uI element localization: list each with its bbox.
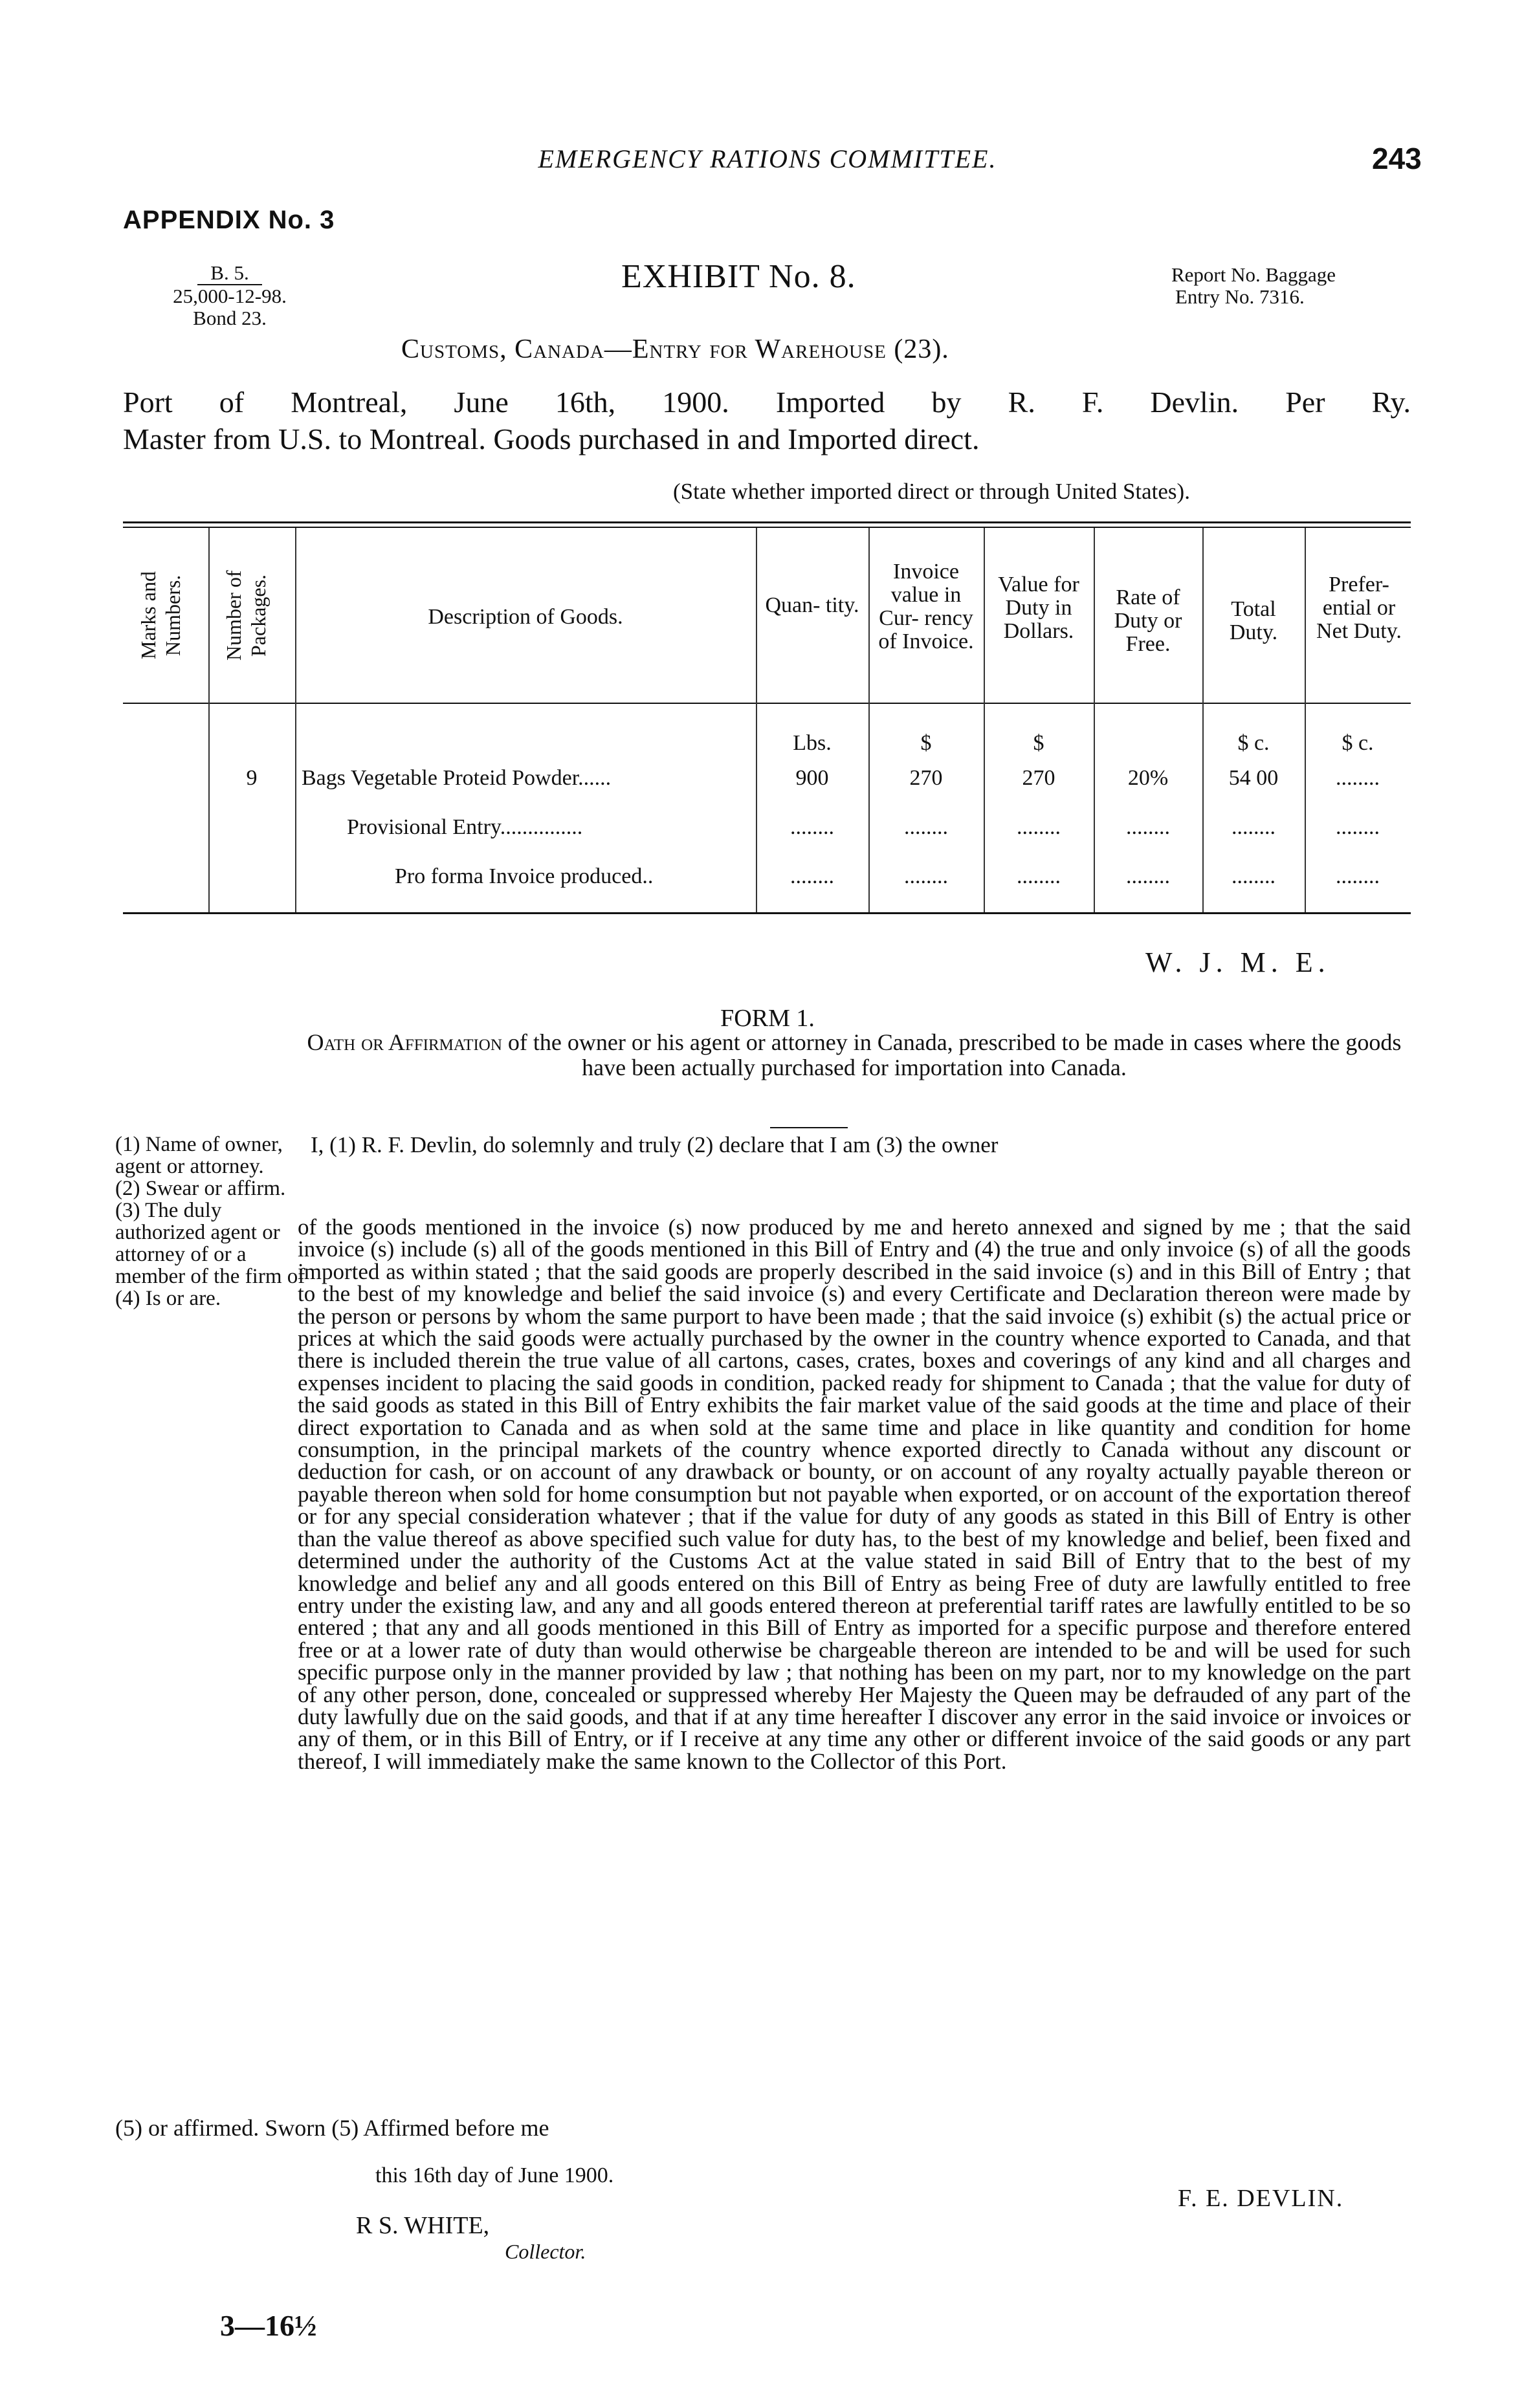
running-title: EMERGENCY RATIONS COMMITTEE. (538, 144, 997, 173)
row3-rate-dots: ........ (1126, 864, 1170, 888)
header-packages: Number of Packages. (222, 570, 270, 661)
header-total: Total Duty. (1229, 597, 1278, 644)
port-line-2: Master from U.S. to Montreal. Goods purchased in and Imported direct. (123, 422, 980, 455)
row1-quantity: 900 (795, 766, 829, 790)
collector-title: Collector. (505, 2240, 586, 2263)
goods-table (123, 521, 1411, 916)
row3-preferential-dots: ........ (1336, 864, 1380, 888)
unit-quantity: Lbs. (793, 731, 832, 755)
unit-preferential: $ c. (1342, 731, 1374, 755)
state-note: (State whether imported direct or through United States). (673, 479, 1190, 504)
report-line1: Report No. Baggage (1171, 263, 1336, 286)
header-value-duty: Value for Duty in Dollars. (998, 573, 1079, 643)
row3-value-dots: ........ (1017, 864, 1061, 888)
oath-heading-rest: of the owner or his agent or attorney in Canada, prescribed to be made in cases where the goods have been actually purchased for importation into Canada. (502, 1029, 1402, 1080)
margin-note: (1) Name of owner, agent or attorney. (115, 1133, 283, 1178)
table-top-rule (123, 521, 1411, 523)
row1-invoice-value: 270 (909, 766, 943, 790)
declaration-body: of the goods mentioned in the invoice (s) now produced by me and hereto annexed and signed by me ; that the said invoice (s) include (s) all of the goods mentioned in this Bill of Entry and (4) the true and only invoice (s) of all the goods imported as within stated ; that the said goods are properly described in the said invoice (s) and in this Bill of Entry ; that to the best of my knowledge and belief the said invoice (s) and every Certificate and Declaration thereon were made by the person or persons by whom the same purport to have been made ; that the said invoice (s) exhibit (s) the actual price or prices at which the said goods were actually purchased by the owner in the country whence exported to Canada, and that there is included therein the true value of all cartons, cases, crates, boxes and coverings of any kind and all charges and expenses incident to placing the said goods in condition, packed ready for shipment to Canada ; that the value for duty of the said goods as stated in this Bill of Entry exhibits the fair market value of the said goods at the time and place of their direct exportation to Canada and as when sold at the same time and place in like quantity and condition for home consumption, in the principal markets of the country whence exported directly to Canada without any discount or deduction for cash, or on account of any drawback or bounty, or on account of any royalty actually payable thereon or payable thereon when sold for home consumption but not payable when exported, or on account of the exportation thereof or for any special consideration whatever ; that if the value for duty of any goods as stated in this Bill of Entry is other than the value thereof as above specified such value for duty has, to the best of my knowledge and belief, been fixed and determined under the authority of the Customs Act at the value stated in said Bill of Entry that to the best of my knowledge and belief any and all goods entered on this Bill of Entry as being Free of duty are lawfully entitled to free entry under the existing law, and any and all goods entered thereon at preferential tariff rates are lawfully entitled to be so entered ; that any and all goods mentioned in this Bill of Entry as imported for a specific purpose and therefore entered free or at a lower rate of duty than would otherwise be chargeable thereon are intended to be and will be used for such specific purpose only in the manner provided by law ; that nothing has been on my part, nor to my knowledge on the part of any other person, done, concealed or suppressed whereby Her Majesty the Queen may be defrauded of any part of the duty lawfully due on the said goods, and that if at any time hereafter I discover any error in the said invoice or invoices or any of them, or in this Bill of Entry, or if I receive at any time any other or different invoice of the said goods or any part thereof, I will immediately make the same known to the Collector of this Port. (298, 1214, 1411, 1774)
row2-total-dots: ........ (1231, 815, 1275, 839)
header-quantity: Quan- tity. (765, 593, 859, 617)
declaration-opening: I, (1) R. F. Devlin, do solemnly and truly (2) declare that I am (3) the owner (311, 1132, 999, 1157)
report-reference (1171, 264, 1336, 308)
folio-number: 3—16½ (220, 2309, 317, 2342)
row2-invoice-dots: ........ (904, 815, 948, 839)
oath-heading (298, 1030, 1411, 1080)
row2-value-dots: ........ (1017, 815, 1061, 839)
row3-description: Pro forma Invoice produced.. (395, 864, 654, 888)
sworn-line: (5) or affirmed. Sworn (5) Affirmed before me (115, 2115, 549, 2141)
row2-description: Provisional Entry............... (347, 815, 583, 839)
header-rate: Rate of Duty or Free. (1114, 586, 1182, 656)
row2-preferential-dots: ........ (1336, 815, 1380, 839)
appendix-label: APPENDIX No. 3 (123, 206, 335, 234)
row1-rate: 20% (1127, 766, 1169, 790)
margin-note: (3) The duly authorized agent or attorney of or a member of the firm of (115, 1199, 305, 1288)
table-bottom-rule (123, 912, 1411, 914)
form-title: FORM 1. (720, 1005, 815, 1032)
row2-quantity-dots: ........ (790, 815, 834, 839)
divider-rule (770, 1127, 848, 1128)
initials: W. J. M. E. (1145, 947, 1331, 978)
form-ref-line2: 25,000-12-98. (173, 285, 287, 307)
form-reference (123, 262, 337, 329)
unit-value-duty: $ (1033, 731, 1044, 755)
row1-preferential: ........ (1336, 766, 1380, 790)
unit-invoice-value: $ (920, 731, 932, 755)
form-ref-line1: B. 5. (197, 262, 261, 285)
signature-white: R S. WHITE, (356, 2212, 490, 2239)
oath-heading-sc: Oath or Affirmation (307, 1029, 502, 1055)
table-header-rule (123, 703, 1411, 704)
port-line-1: Port of Montreal, June 16th, 1900. Imported by R. F. Devlin. Per Ry. (123, 386, 1411, 419)
header-invoice-value: Invoice value in Cur- rency of Invoice. (878, 560, 974, 653)
customs-entry-title: Customs, Canada—Entry for Warehouse (23). (401, 334, 949, 364)
margin-notes (115, 1133, 309, 1309)
header-preferential: Prefer- ential or Net Duty. (1316, 573, 1402, 643)
header-marks: Marks and Numbers. (137, 571, 184, 659)
table-top-rule-2 (123, 527, 1411, 528)
row1-packages: 9 (246, 766, 258, 790)
row3-quantity-dots: ........ (790, 864, 834, 888)
row3-total-dots: ........ (1231, 864, 1275, 888)
margin-note: (4) Is or are. (115, 1287, 221, 1310)
header-description: Description of Goods. (428, 605, 623, 629)
row1-total: 54 00 (1228, 766, 1279, 790)
page-number: 243 (1372, 142, 1422, 175)
row3-invoice-dots: ........ (904, 864, 948, 888)
report-line2: Entry No. 7316. (1175, 285, 1305, 308)
row1-description: Bags Vegetable Proteid Powder...... (302, 766, 612, 790)
exhibit-title: EXHIBIT No. 8. (621, 258, 856, 295)
sworn-date: this 16th day of June 1900. (375, 2163, 614, 2187)
row2-rate-dots: ........ (1126, 815, 1170, 839)
row1-value-duty: 270 (1022, 766, 1055, 790)
unit-total: $ c. (1237, 731, 1270, 755)
signature-devlin: F. E. DEVLIN. (1178, 2185, 1344, 2212)
form-ref-line3: Bond 23. (193, 307, 267, 329)
margin-note: (2) Swear or affirm. (115, 1177, 286, 1200)
